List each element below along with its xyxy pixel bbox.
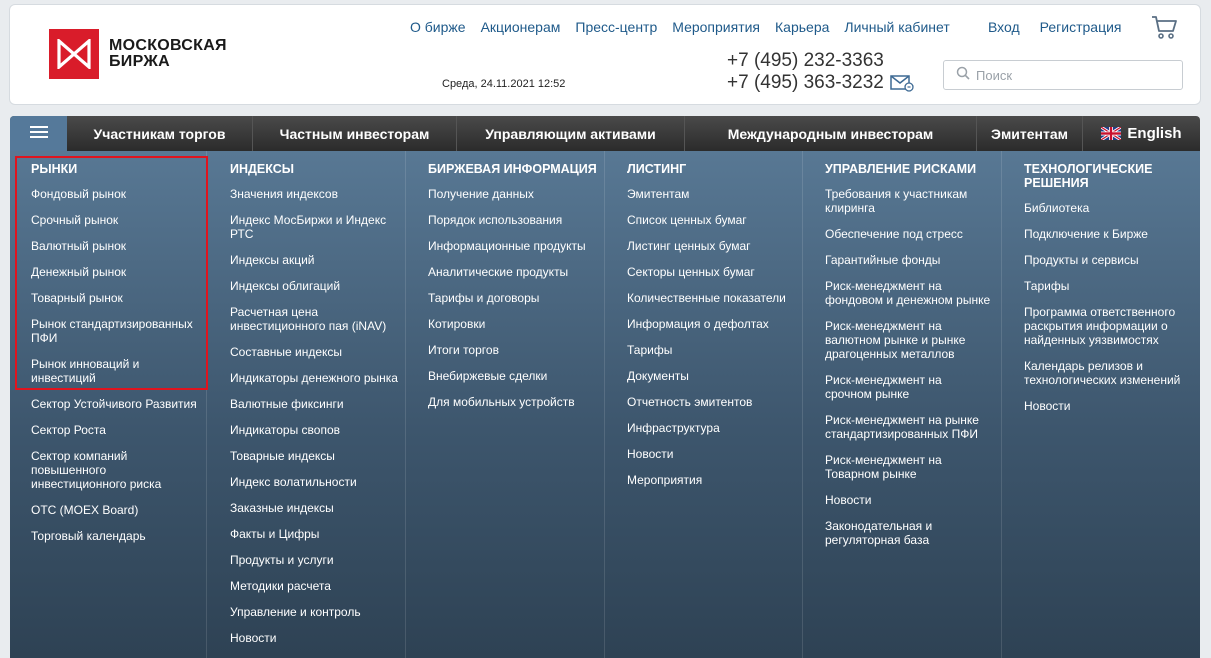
menu-item[interactable]: Отчетность эмитентов — [627, 395, 753, 409]
topnav-shareholders[interactable]: Акционерам — [480, 19, 561, 35]
menu-column-risk-management — [802, 151, 1001, 658]
menu-item[interactable]: Сектор Роста — [31, 423, 106, 437]
moex-logo[interactable] — [49, 29, 227, 79]
menu-item[interactable]: Тарифы — [627, 343, 673, 357]
current-datetime: Среда, 24.11.2021 12:52 — [442, 78, 566, 90]
phone-number-2[interactable]: +7 (495) 363-3232 — [727, 72, 884, 93]
menu-item[interactable]: Новости — [627, 447, 674, 461]
top-navigation — [410, 19, 950, 35]
menu-item[interactable]: Сектор Устойчивого Развития — [31, 397, 197, 411]
menu-item[interactable]: Индикаторы свопов — [230, 423, 341, 437]
menu-item[interactable]: Инфраструктура — [627, 421, 720, 435]
menu-item[interactable]: Мероприятия — [627, 473, 703, 487]
menu-item[interactable]: Составные индексы — [230, 345, 343, 359]
menu-item[interactable]: Список ценных бумаг — [627, 213, 747, 227]
topnav-careers[interactable]: Карьера — [775, 19, 830, 35]
hamburger-icon — [30, 125, 48, 143]
menu-item[interactable]: Торговый календарь — [31, 529, 146, 543]
menu-item[interactable]: Срочный рынок — [31, 213, 119, 227]
menu-item[interactable]: Заказные индексы — [230, 501, 334, 515]
menu-title-indices[interactable]: ИНДЕКСЫ — [230, 162, 294, 176]
menu-item[interactable]: Порядок использования — [428, 213, 563, 227]
menu-item[interactable]: Рынок инноваций и инвестиций — [31, 357, 140, 385]
menu-item[interactable]: Продукты и сервисы — [1024, 253, 1139, 267]
menu-item[interactable]: Риск-менеджмент на Товарном рынке — [825, 453, 942, 481]
site-header — [9, 4, 1201, 105]
nav-international-investors[interactable]: Международным инвесторам — [685, 116, 977, 151]
menu-item[interactable]: Риск-менеджмент на валютном рынке и рынке драгоценных металлов — [825, 319, 966, 361]
nav-private-investors[interactable]: Частным инвесторам — [253, 116, 457, 151]
menu-item[interactable]: Сектор компаний повышенного инвестиционного риска — [31, 449, 162, 491]
menu-item[interactable]: Подключение к Бирже — [1024, 227, 1148, 241]
uk-flag-icon — [1101, 127, 1121, 140]
menu-item[interactable]: Внебиржевые сделки — [428, 369, 548, 383]
menu-title-listing[interactable]: ЛИСТИНГ — [627, 162, 687, 176]
menu-item[interactable]: Секторы ценных бумаг — [627, 265, 755, 279]
menu-item[interactable]: Факты и Цифры — [230, 527, 320, 541]
phone-number-1[interactable]: +7 (495) 232-3363 — [727, 50, 884, 71]
menu-item[interactable]: Новости — [230, 631, 277, 645]
menu-item[interactable]: Товарный рынок — [31, 291, 123, 305]
menu-item[interactable]: Аналитические продукты — [428, 265, 569, 279]
menu-item[interactable]: Фондовый рынок — [31, 187, 126, 201]
menu-title-exchange-info[interactable]: БИРЖЕВАЯ ИНФОРМАЦИЯ — [428, 162, 597, 176]
search-box — [943, 60, 1183, 90]
menu-item[interactable]: Итоги торгов — [428, 343, 499, 357]
topnav-press-center[interactable]: Пресс-центр — [575, 19, 658, 35]
menu-item[interactable]: Для мобильных устройств — [428, 395, 575, 409]
topnav-about[interactable]: О бирже — [410, 19, 466, 35]
menu-item[interactable]: Индексы облигаций — [230, 279, 341, 293]
menu-item[interactable]: Товарные индексы — [230, 449, 335, 463]
menu-item[interactable]: Индекс МосБиржи и Индекс РТС — [230, 213, 387, 241]
language-label: English — [1127, 125, 1182, 142]
menu-item[interactable]: Обеспечение под стресс — [825, 227, 963, 241]
menu-item[interactable]: Новости — [825, 493, 872, 507]
topnav-account[interactable]: Личный кабинет — [844, 19, 950, 35]
menu-item[interactable]: Валютный рынок — [31, 239, 127, 253]
auth-links — [988, 19, 1122, 35]
menu-item[interactable]: Индекс волатильности — [230, 475, 357, 489]
menu-item[interactable]: Программа ответственного раскрытия информации о найденных уязвимостях — [1024, 305, 1176, 347]
menu-toggle-button[interactable] — [10, 116, 67, 151]
menu-item[interactable]: Методики расчета — [230, 579, 331, 593]
moex-logo-icon — [49, 29, 99, 79]
topnav-events[interactable]: Мероприятия — [672, 19, 761, 35]
menu-item[interactable]: Риск-менеджмент на рынке стандартизированных ПФИ — [825, 413, 979, 441]
login-link[interactable]: Вход — [988, 19, 1020, 35]
main-navigation — [10, 116, 1200, 151]
menu-item[interactable]: Библиотека — [1024, 201, 1090, 215]
mail-icon[interactable] — [890, 74, 914, 92]
menu-item[interactable]: Эмитентам — [627, 187, 690, 201]
nav-issuers[interactable]: Эмитентам — [977, 116, 1083, 151]
menu-column-exchange-info — [405, 151, 604, 658]
menu-item[interactable]: OTC (MOEX Board) — [31, 503, 139, 517]
language-switch-english[interactable] — [1083, 116, 1200, 151]
menu-item[interactable]: Календарь релизов и технологических изменений — [1024, 359, 1181, 387]
cart-icon[interactable] — [1150, 13, 1178, 41]
menu-item[interactable]: Получение данных — [428, 187, 534, 201]
menu-title-risk-management[interactable]: УПРАВЛЕНИЕ РИСКАМИ — [825, 162, 977, 176]
menu-item[interactable]: Рынок стандартизированных ПФИ — [31, 317, 193, 345]
menu-column-tech-solutions — [1001, 151, 1200, 658]
menu-item[interactable]: Гарантийные фонды — [825, 253, 941, 267]
register-link[interactable]: Регистрация — [1039, 19, 1122, 35]
logo-line-2: БИРЖА — [109, 53, 170, 70]
phone-block — [727, 50, 914, 94]
nav-trading-participants[interactable]: Участникам торгов — [67, 116, 253, 151]
menu-item[interactable]: Информационные продукты — [428, 239, 586, 253]
menu-item[interactable]: Количественные показатели — [627, 291, 786, 305]
menu-item[interactable]: Тарифы — [1024, 279, 1070, 293]
menu-item[interactable]: Риск-менеджмент на срочном рынке — [825, 373, 942, 401]
menu-item[interactable]: Индикаторы денежного рынка — [230, 371, 398, 385]
logo-line-1: МОСКОВСКАЯ — [109, 37, 227, 54]
menu-item[interactable]: Риск-менеджмент на фондовом и денежном рынке — [825, 279, 991, 307]
menu-item[interactable]: Законодательная и регуляторная база — [825, 519, 933, 547]
menu-item[interactable]: Валютные фиксинги — [230, 397, 344, 411]
menu-item[interactable]: Требования к участникам клиринга — [825, 187, 968, 215]
menu-title-tech-solutions[interactable]: ТЕХНОЛОГИЧЕСКИЕ РЕШЕНИЯ — [1024, 162, 1153, 190]
menu-item[interactable]: Новости — [1024, 399, 1071, 413]
menu-item[interactable]: Значения индексов — [230, 187, 338, 201]
menu-column-listing — [604, 151, 802, 658]
menu-item[interactable]: Продукты и услуги — [230, 553, 334, 567]
menu-item[interactable]: Котировки — [428, 317, 486, 331]
menu-item[interactable]: Расчетная цена инвестиционного пая (iNAV) — [230, 305, 387, 333]
menu-item[interactable]: Документы — [627, 369, 689, 383]
menu-column-markets — [31, 151, 206, 658]
search-icon — [956, 66, 970, 85]
menu-item[interactable]: Индексы акций — [230, 253, 315, 267]
menu-item[interactable]: Тарифы и договоры — [428, 291, 540, 305]
nav-asset-managers[interactable]: Управляющим активами — [457, 116, 685, 151]
menu-column-indices — [206, 151, 405, 658]
menu-item[interactable]: Информация о дефолтах — [627, 317, 769, 331]
mega-menu — [10, 151, 1200, 658]
search-input[interactable] — [976, 68, 1176, 83]
menu-item[interactable]: Управление и контроль — [230, 605, 361, 619]
menu-title-markets[interactable]: РЫНКИ — [31, 162, 78, 176]
menu-item[interactable]: Денежный рынок — [31, 265, 127, 279]
menu-item[interactable]: Листинг ценных бумаг — [627, 239, 751, 253]
